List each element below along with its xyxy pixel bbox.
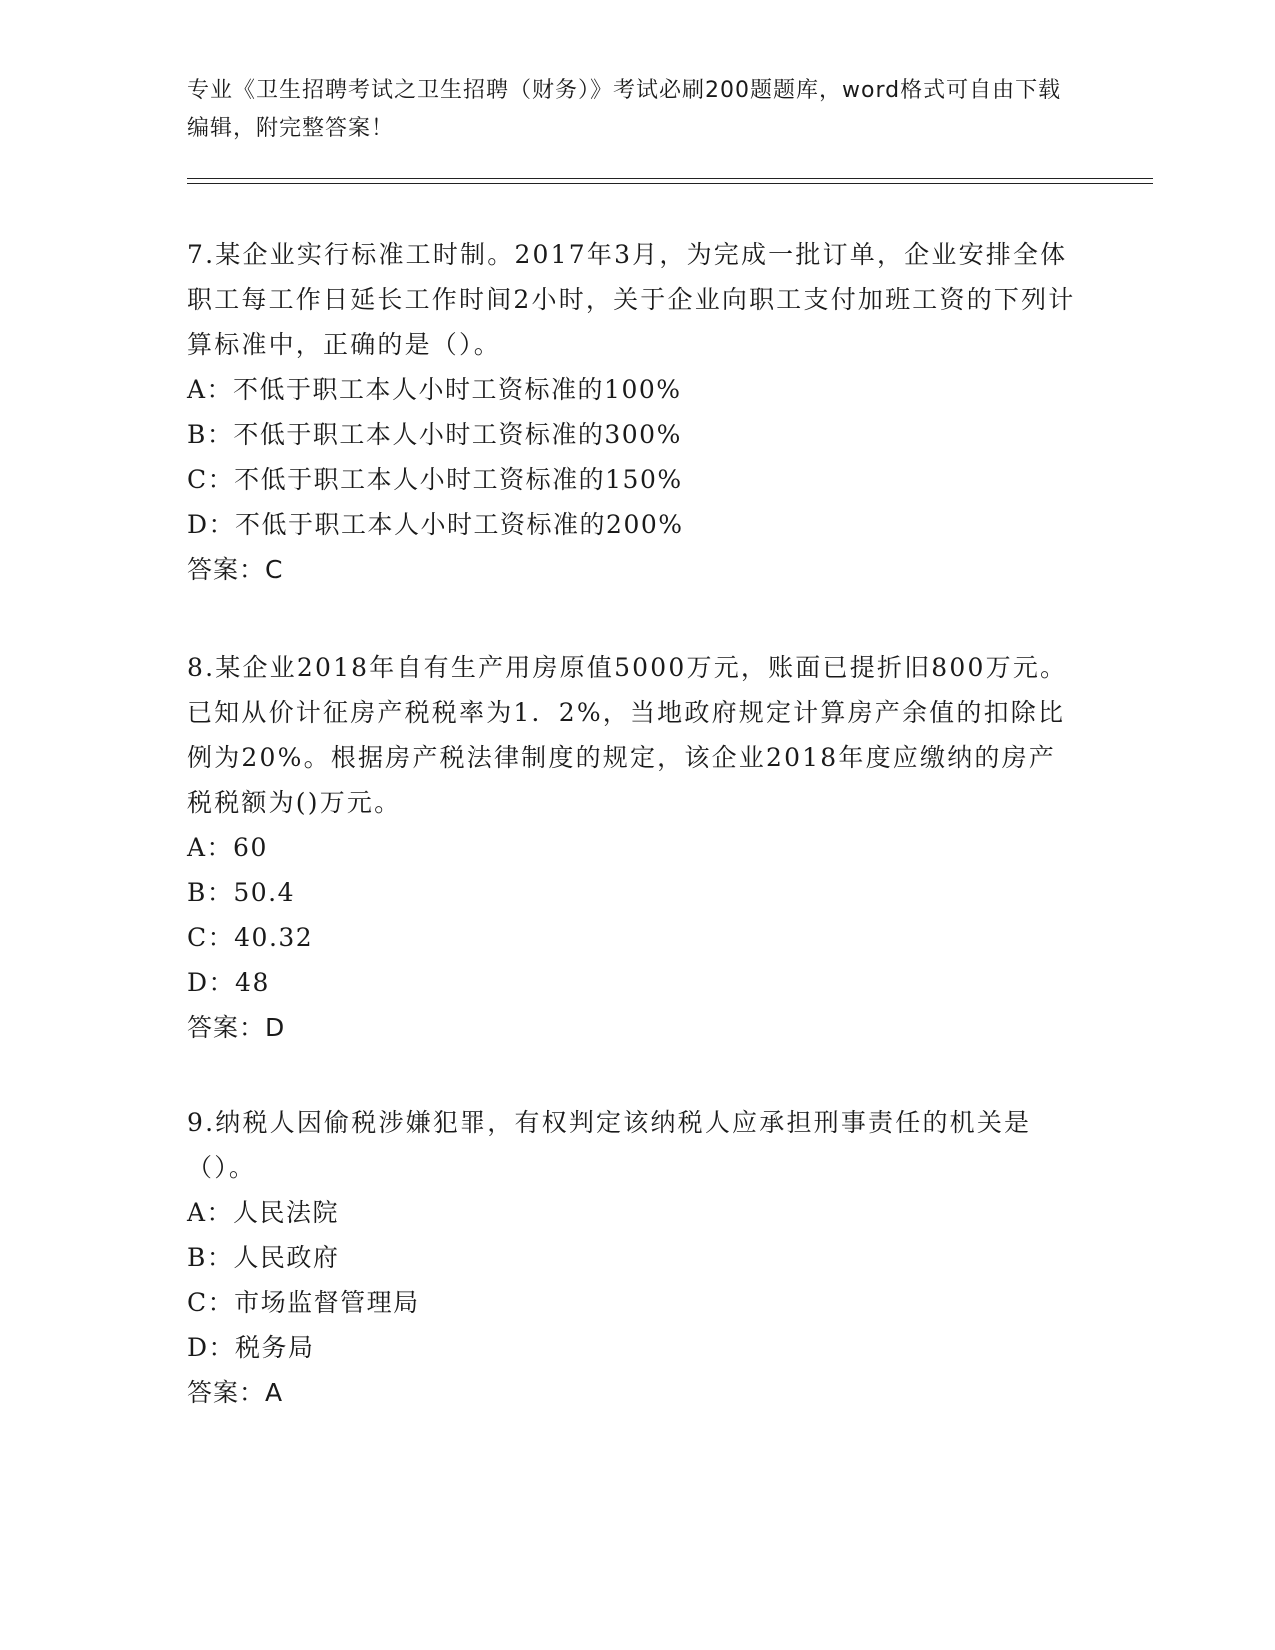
option-list (187, 367, 1077, 547)
option-d: D：不低于职工本人小时工资标准的200% (187, 510, 684, 539)
option-d: D：税务局 (187, 1333, 315, 1362)
option-b: B：人民政府 (187, 1243, 340, 1272)
question-block (187, 232, 1077, 592)
answer-line: 答案：D (187, 1013, 286, 1042)
option-a: A：不低于职工本人小时工资标准的100% (187, 375, 682, 404)
question-stem: 8.某企业2018年自有生产用房原值5000万元，账面已提折旧800万元。已知从价计征房产税税率为1．2%，当地政府规定计算房产余值的扣除比例为20%。根据房产税法律制度的规定，该企业2018年度应缴纳的房产税税额为()万元。 (187, 653, 1068, 817)
option-b: B：不低于职工本人小时工资标准的300% (187, 420, 682, 449)
question-block (187, 1100, 1077, 1415)
option-list (187, 1190, 1077, 1370)
option-c: C：不低于职工本人小时工资标准的150% (187, 465, 683, 494)
option-a: A：60 (187, 833, 268, 862)
document-header: 专业《卫生招聘考试之卫生招聘（财务）》考试必刷200题题库，word格式可自由下载编辑，附完整答案！ (187, 78, 1062, 141)
option-list (187, 825, 1077, 1005)
option-b: B：50.4 (187, 878, 296, 907)
question-stem: 9.纳税人因偷税涉嫌犯罪，有权判定该纳税人应承担刑事责任的机关是（）。 (187, 1108, 1032, 1182)
answer-line: 答案：C (187, 555, 284, 584)
option-c: C：40.32 (187, 923, 314, 952)
option-a: A：人民法院 (187, 1198, 340, 1227)
option-d: D：48 (187, 968, 270, 997)
question-block (187, 645, 1077, 1050)
header-divider-top (187, 178, 1153, 179)
option-c: C：市场监督管理局 (187, 1288, 420, 1317)
answer-line: 答案：A (187, 1378, 284, 1407)
header-divider-bottom (187, 183, 1153, 184)
question-stem: 7.某企业实行标准工时制。2017年3月，为完成一批订单，企业安排全体职工每工作日延长工作时间2小时，关于企业向职工支付加班工资的下列计算标准中，正确的是（）。 (187, 240, 1076, 359)
